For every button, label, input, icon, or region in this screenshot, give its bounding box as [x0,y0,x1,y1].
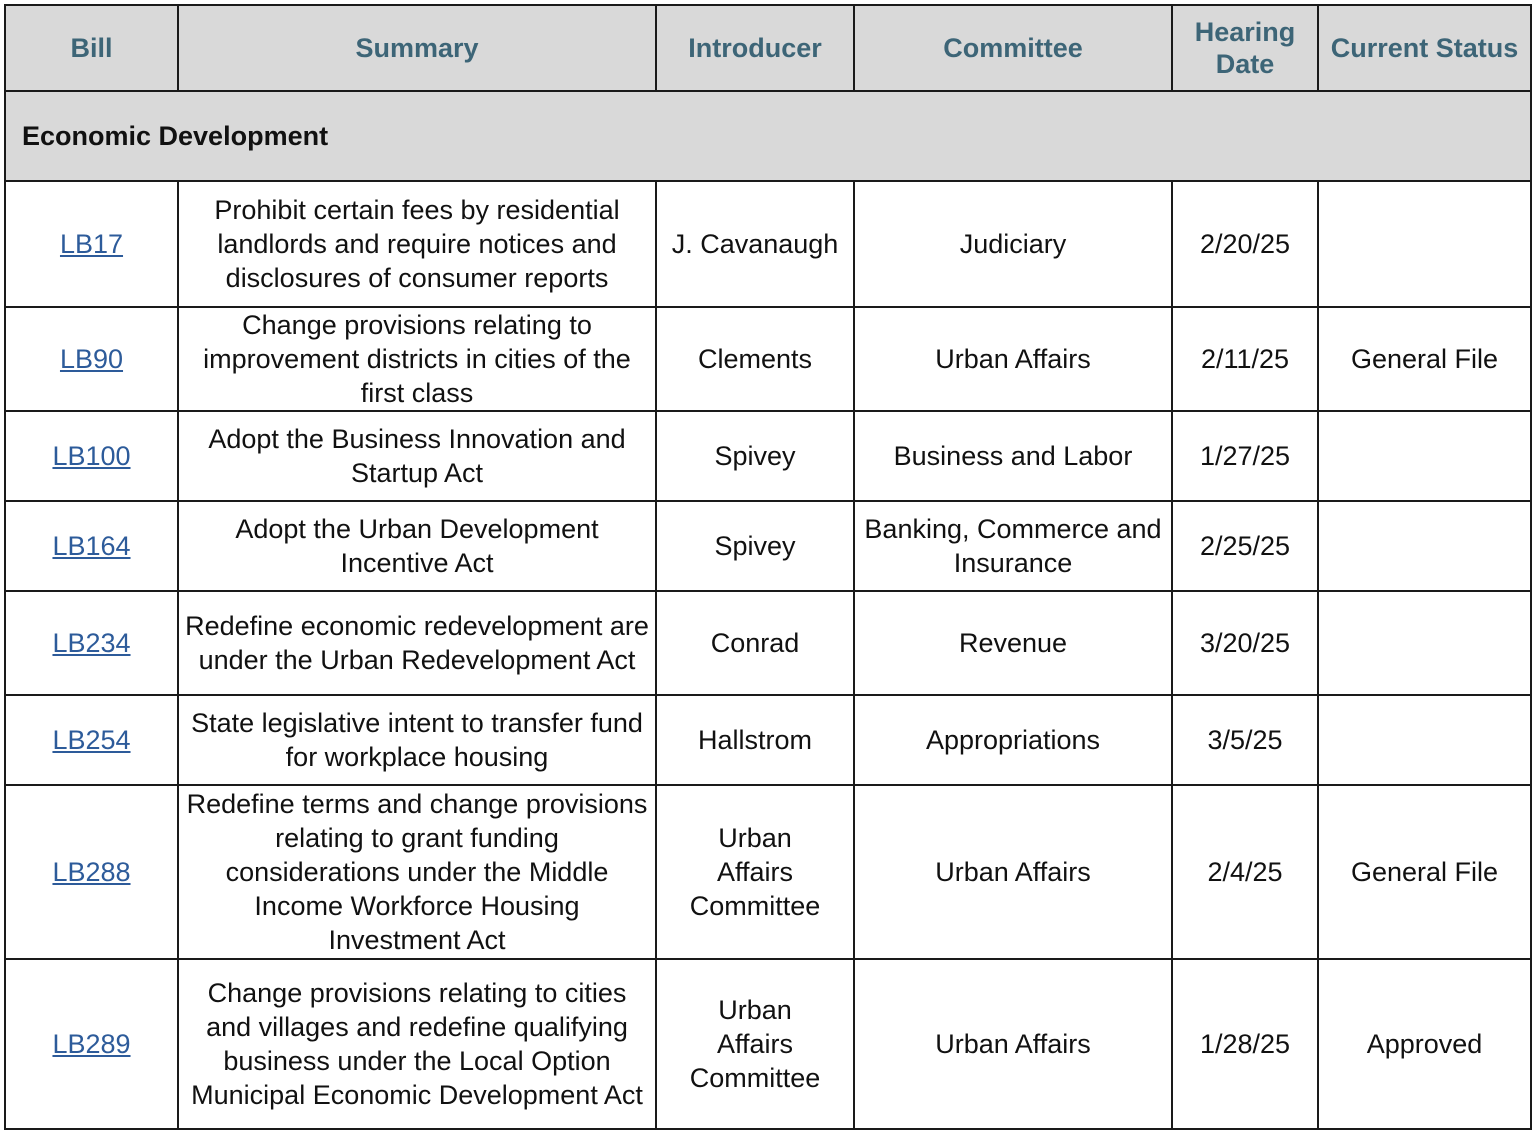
bill-cell [5,591,178,695]
bill-cell [5,785,178,959]
hearing-date-cell: 3/20/25 [1172,591,1318,695]
status-cell: General File [1318,785,1531,959]
status-cell [1318,695,1531,785]
status-cell [1318,411,1531,501]
summary-cell: Adopt the Business Innovation and Startup Act [178,411,656,501]
bill-cell [5,501,178,591]
introducer-cell: Spivey [656,501,854,591]
introducer-cell: Conrad [656,591,854,695]
status-cell [1318,501,1531,591]
hearing-date-cell: 3/5/25 [1172,695,1318,785]
table-row [5,591,1531,695]
table-row [5,695,1531,785]
committee-cell: Revenue [854,591,1172,695]
bill-link[interactable]: LB164 [52,531,131,561]
introducer-cell: Urban Affairs Committee [656,785,854,959]
committee-cell: Urban Affairs [854,785,1172,959]
summary-cell: Prohibit certain fees by residential landlords and require notices and disclosures of consumer reports [178,181,656,307]
status-cell [1318,181,1531,307]
header-introducer: Introducer [656,5,854,91]
summary-cell: Redefine terms and change provisions relating to grant funding considerations under the Middle Income Workforce Housing Investment Act [178,785,656,959]
status-cell: Approved [1318,959,1531,1129]
bill-link[interactable]: LB17 [59,229,124,259]
header-summary: Summary [178,5,656,91]
table-row [5,785,1531,959]
introducer-cell: Clements [656,307,854,411]
hearing-date-cell: 2/25/25 [1172,501,1318,591]
summary-cell: Change provisions relating to improvement districts in cities of the first class [178,307,656,411]
hearing-date-cell: 2/4/25 [1172,785,1318,959]
committee-cell: Judiciary [854,181,1172,307]
status-cell [1318,591,1531,695]
bill-link[interactable]: LB289 [52,1029,131,1059]
committee-cell: Business and Labor [854,411,1172,501]
table-row [5,181,1531,307]
bill-link[interactable]: LB234 [52,628,131,658]
table-row [5,959,1531,1129]
introducer-cell: Urban Affairs Committee [656,959,854,1129]
bill-link[interactable]: LB254 [52,725,131,755]
committee-cell: Urban Affairs [854,959,1172,1129]
summary-cell: Change provisions relating to cities and villages and redefine qualifying business under the Local Option Municipal Economic Development Act [178,959,656,1129]
header-current-status: Current Status [1318,5,1531,91]
bill-link[interactable]: LB288 [52,857,131,887]
bill-link[interactable]: LB90 [59,344,124,374]
bills-table [4,4,1532,1130]
summary-cell: Redefine economic redevelopment are under the Urban Redevelopment Act [178,591,656,695]
header-committee: Committee [854,5,1172,91]
committee-cell: Banking, Commerce and Insurance [854,501,1172,591]
hearing-date-cell: 2/11/25 [1172,307,1318,411]
bill-cell [5,959,178,1129]
header-row [5,5,1531,91]
header-bill: Bill [5,5,178,91]
table-row [5,307,1531,411]
committee-cell: Appropriations [854,695,1172,785]
table-row [5,501,1531,591]
section-row [5,91,1531,181]
hearing-date-cell: 1/28/25 [1172,959,1318,1129]
bill-cell [5,411,178,501]
section-title: Economic Development [5,91,1531,181]
header-hearing-date: Hearing Date [1172,5,1318,91]
introducer-cell: Spivey [656,411,854,501]
bill-cell [5,307,178,411]
table-row [5,411,1531,501]
bill-link[interactable]: LB100 [52,441,131,471]
summary-cell: Adopt the Urban Development Incentive Act [178,501,656,591]
hearing-date-cell: 1/27/25 [1172,411,1318,501]
introducer-cell: Hallstrom [656,695,854,785]
committee-cell: Urban Affairs [854,307,1172,411]
bill-cell [5,695,178,785]
status-cell: General File [1318,307,1531,411]
bill-cell [5,181,178,307]
hearing-date-cell: 2/20/25 [1172,181,1318,307]
introducer-cell: J. Cavanaugh [656,181,854,307]
summary-cell: State legislative intent to transfer fund for workplace housing [178,695,656,785]
